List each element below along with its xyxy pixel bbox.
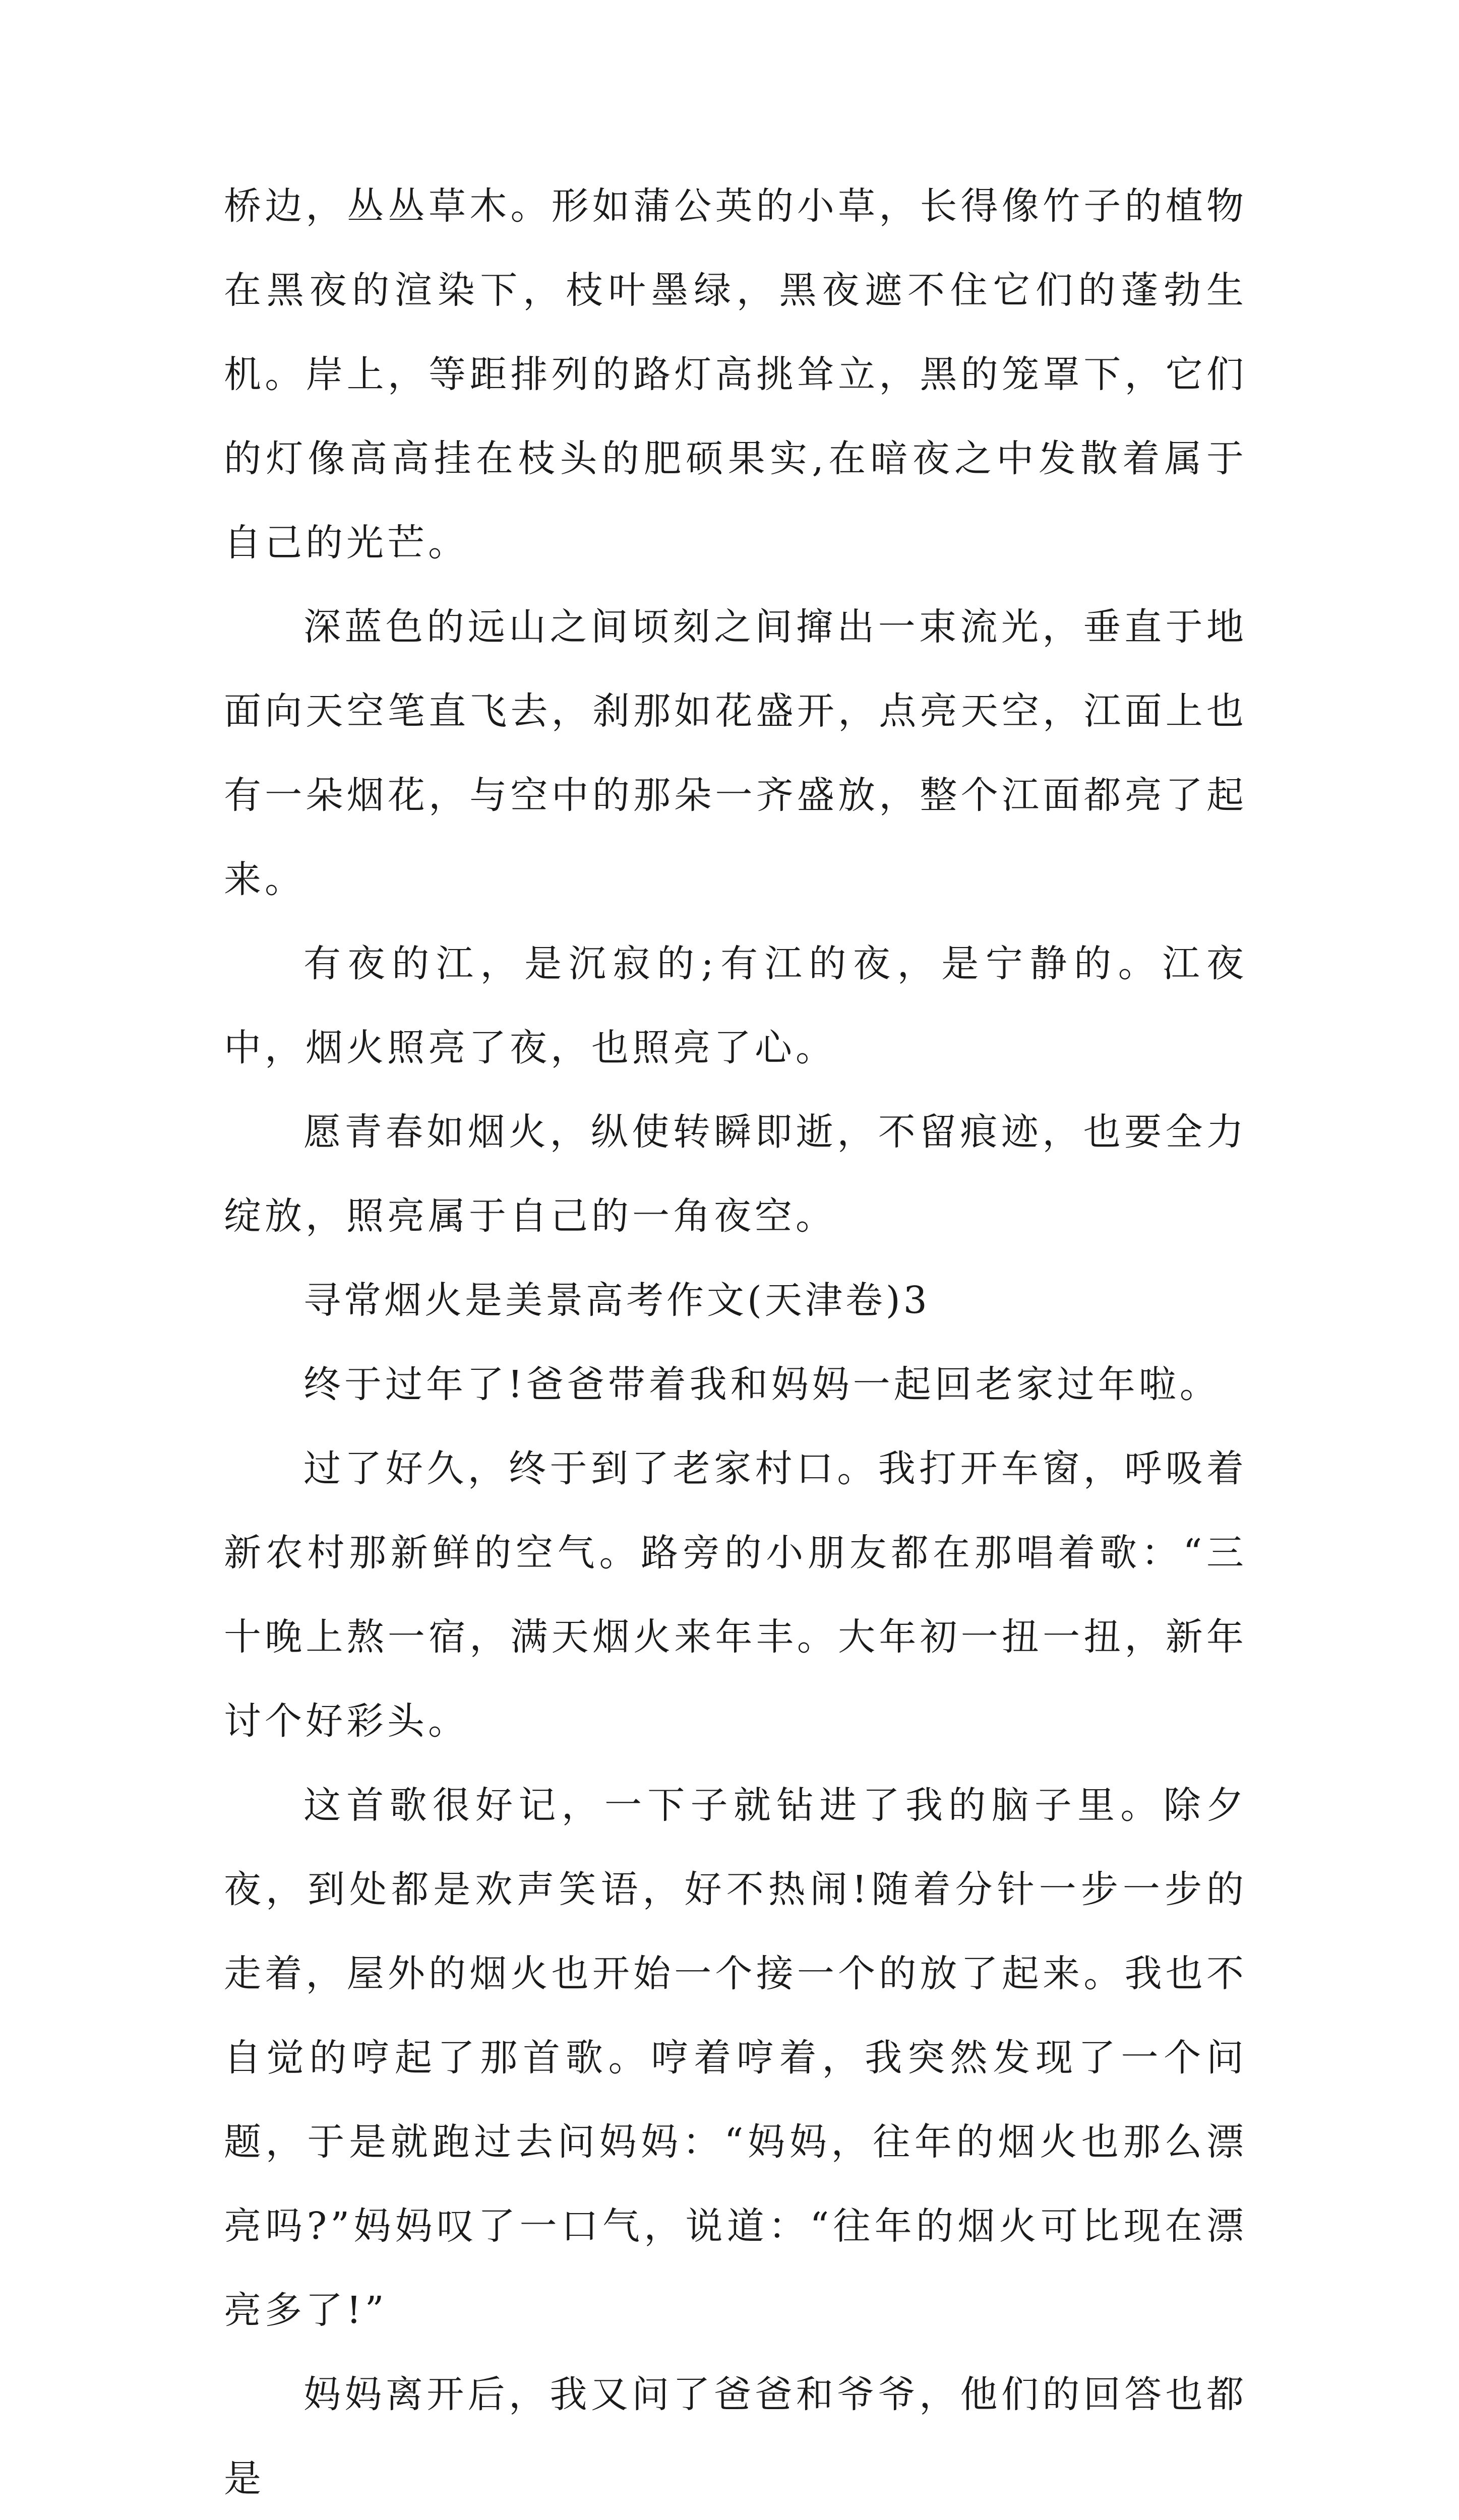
paragraph-youth-wish: 愿青春如烟火，纵使转瞬即逝，不留痕迹，也要全力绽放，照亮属于自己的一角夜空。 <box>224 1110 1247 1238</box>
essay-body <box>224 164 1247 2520</box>
paragraph-new-year-eve: 这首歌很好记，一下子就钻进了我的脑子里。除夕夜，到处都是欢声笑语，好不热闹!随着分针一步一步的走着，屋外的烟火也开始一个接一个的放了起来。我也不自觉的哼起了那首歌。哼着哼着，我突然发现了一个问题，于是就跑过去问妈妈：“妈妈，往年的烟火也那么漂亮吗?”妈妈叹了一口气，说道：“往年的烟火可比现在漂亮多了!” <box>224 1784 1247 2332</box>
paragraph-river-night: 有夜的江，是沉寂的;有江的夜，是宁静的。江夜中，烟火照亮了夜，也照亮了心。 <box>224 942 1247 1069</box>
paragraph-village-arrival: 过了好久，终于到了老家村口。我打开车窗，呼吸着新农村那新鲜的空气。路旁的小朋友都在那唱着歌：“三十晚上熬一宿，满天烟火来年丰。大年初一扭一扭，新年讨个好彩头。 <box>224 1447 1247 1743</box>
paragraph-continuation: 桥边，丛丛草木。形如蒲公英的小草，长得像竹子的植物在黑夜的渲染下，枝叶墨绿，黑夜遮不住它们的蓬勃生机。岸上，等距排列的路灯高挑耸立，黑的笼罩下，它们的灯像高高挂在枝头的肥硕果实,在暗夜之中发散着属于自己的光芒。 <box>224 184 1247 564</box>
essay-title: 寻常烟火是美景高考作文(天津卷)3 <box>303 1279 930 1322</box>
paragraph-new-year-return: 终于过年了!爸爸带着我和妈妈一起回老家过年啦。 <box>303 1363 1221 1406</box>
paragraph-after-mother: 妈妈离开后，我又问了爸爸和爷爷，他们的回答也都是 <box>224 2373 1247 2500</box>
paragraph-fireworks-river: 深蓝色的远山之间顷刻之间撺出一束流光，垂直于地面向天空笔直飞去，刹那如花盛开，点亮天空，江面上也有一朵烟花，与空中的那朵一齐盛放，整个江面都亮了起来。 <box>224 605 1247 901</box>
